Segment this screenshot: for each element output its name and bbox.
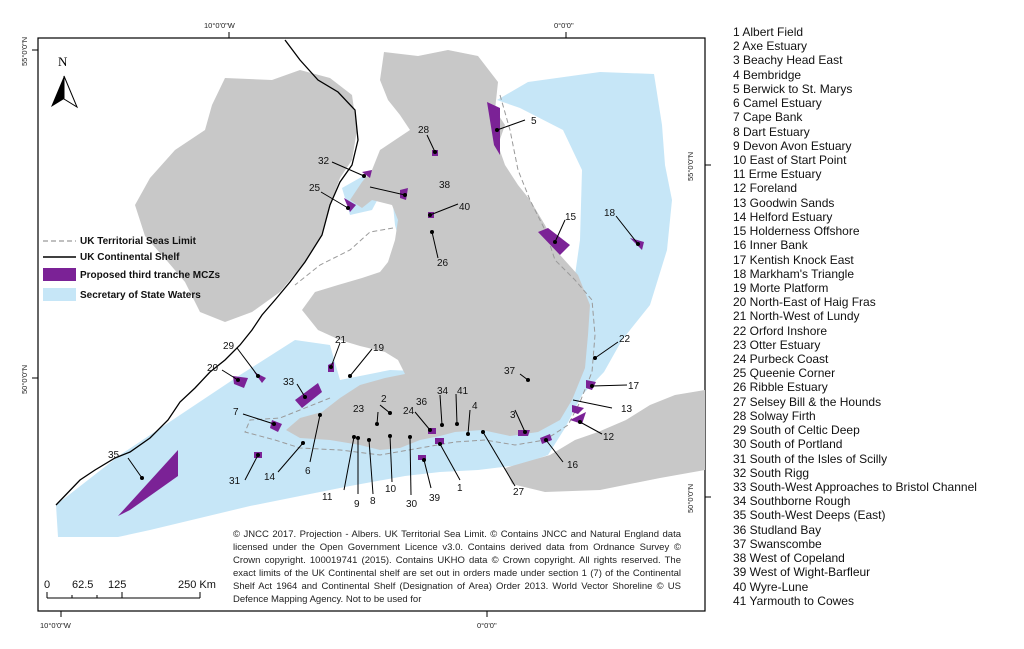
site-label-17: 17: [628, 381, 640, 392]
graticule-top-lon-10w: 10°0'0"W: [204, 21, 235, 30]
site-list-item: 34 Southborne Rough: [733, 494, 851, 509]
site-label-14: 14: [264, 472, 276, 483]
site-list-item: 25 Queenie Corner: [733, 366, 836, 381]
site-label-18: 18: [604, 208, 616, 219]
scale-label-62-5: 62.5: [72, 579, 94, 591]
legend-label-mcz: Proposed third tranche MCZs: [80, 270, 221, 281]
site-list-item: 22 Orford Inshore: [733, 323, 828, 338]
site-label-40: 40: [459, 202, 471, 213]
graticule-left-lat-55: 55°0'0"N: [20, 36, 29, 66]
site-label-34: 34: [437, 386, 449, 397]
site-list-item: 32 South Rigg: [733, 465, 810, 480]
site-label-16: 16: [567, 460, 579, 471]
site-list-item: 3 Beachy Head East: [733, 53, 843, 68]
graticule-right-lat-50: 50°0'0"N: [686, 483, 695, 513]
site-list-item: 38 West of Copeland: [733, 551, 845, 566]
site-list-item: 19 Morte Platform: [733, 280, 829, 295]
site-list-item: 28 Solway Firth: [733, 408, 816, 423]
site-label-24: 24: [403, 406, 415, 417]
site-list-item: 7 Cape Bank: [733, 110, 803, 125]
site-label-25: 25: [309, 183, 321, 194]
legend-symbol-sos-waters: [43, 288, 76, 301]
site-label-38: 38: [439, 180, 451, 191]
site-label-5: 5: [531, 116, 537, 127]
scale-label-0: 0: [44, 579, 51, 591]
site-list-item: 17 Kentish Knock East: [733, 252, 854, 267]
site-list-item: 4 Bembridge: [733, 67, 802, 82]
site-label-30: 30: [406, 499, 418, 510]
site-label-2: 2: [381, 394, 387, 405]
graticule-bottom-lon-0: 0°0'0": [477, 621, 497, 630]
site-label-13: 13: [621, 404, 633, 415]
site-list-item: 5 Berwick to St. Marys: [733, 81, 853, 96]
site-label-1: 1: [457, 483, 463, 494]
site-label-11: 11: [322, 492, 333, 503]
site-list-item: 20 North-East of Haig Fras: [733, 295, 876, 310]
site-label-15: 15: [565, 212, 577, 223]
site-label-3: 3: [510, 410, 516, 421]
legend-label-territorial: UK Territorial Seas Limit: [80, 236, 196, 247]
site-label-29: 29: [223, 341, 235, 352]
site-label-39: 39: [429, 493, 441, 504]
site-list-item: 37 Swanscombe: [733, 536, 822, 551]
site-label-35: 35: [108, 450, 120, 461]
site-label-37: 37: [504, 366, 516, 377]
site-label-9: 9: [354, 499, 360, 510]
site-list-item: 6 Camel Estuary: [733, 96, 822, 111]
site-list-item: 31 South of the Isles of Scilly: [733, 451, 888, 466]
site-list-item: 26 Ribble Estuary: [733, 380, 828, 395]
scale-label-125: 125: [108, 579, 127, 591]
site-label-26: 26: [437, 258, 449, 269]
site-list-item: 30 South of Portland: [733, 437, 843, 452]
site-list-item: 2 Axe Estuary: [733, 39, 808, 54]
site-list-item: 14 Helford Estuary: [733, 209, 833, 224]
graticule-left-lat-50: 50°0'0"N: [20, 364, 29, 394]
site-label-41: 41: [457, 386, 469, 397]
north-arrow-label: N: [58, 54, 68, 69]
site-label-22: 22: [619, 334, 631, 345]
site-list-item: 36 Studland Bay: [733, 522, 822, 537]
site-list-item: 27 Selsey Bill & the Hounds: [733, 394, 882, 409]
site-list-item: 21 North-West of Lundy: [733, 309, 860, 324]
site-label-19: 19: [373, 343, 385, 354]
site-label-31: 31: [229, 476, 241, 487]
site-list-item: 11 Erme Estuary: [733, 167, 822, 182]
site-list-item: 23 Otter Estuary: [733, 337, 821, 352]
site-label-27: 27: [513, 487, 525, 498]
site-list-item: 35 South-West Deeps (East): [733, 508, 886, 523]
site-label-10: 10: [385, 484, 397, 495]
site-list-item: 16 Inner Bank: [733, 238, 808, 253]
site-label-4: 4: [472, 401, 478, 412]
site-label-28: 28: [418, 125, 430, 136]
site-list-item: 18 Markham's Triangle: [733, 266, 855, 281]
site-list-item: 24 Purbeck Coast: [733, 352, 829, 367]
site-list-item: 8 Dart Estuary: [733, 124, 810, 139]
site-list-item: 9 Devon Avon Estuary: [733, 138, 852, 153]
copyright-notice: © JNCC 2017. Projection - Albers. UK Territorial Sea Limit. © Contains JNCC and Natural England data licensed under the Open Government Licence v3.0. Contains derived data from Ordnance Survey © Crown copyright. 100019741 (2015). Contains UKHO data © Crown copyright. All rights reserved. The exact limits of the UK Continental shelf are set out in orders made under section 1 (7) of the Continental Shelf Act 1964 and Continental Shelf (Designation of Area) Order 2013. World Vector Shoreline © US Defence Mapping Agency. Not to be used for: [233, 529, 681, 605]
site-list-item: 29 South of Celtic Deep: [733, 423, 860, 438]
site-list-item: 41 Yarmouth to Cowes: [733, 593, 854, 608]
site-list-item: 33 South-West Approaches to Bristol Channel: [733, 480, 977, 494]
site-label-12: 12: [603, 432, 615, 443]
graticule-right-lat-55: 55°0'0"N: [686, 151, 695, 181]
site-list: [733, 25, 977, 608]
legend-symbol-mcz: [43, 268, 76, 281]
site-label-33: 33: [283, 377, 295, 388]
site-label-21: 21: [335, 335, 347, 346]
site-list-item: 39 West of Wight-Barfleur: [733, 565, 871, 580]
site-label-36: 36: [416, 397, 428, 408]
site-label-8: 8: [370, 496, 376, 507]
graticule-top-lon-0: 0°0'0": [554, 21, 574, 30]
site-list-item: 1 Albert Field: [733, 25, 804, 39]
site-list-item: 13 Goodwin Sands: [733, 195, 835, 210]
site-label-20: 20: [207, 363, 219, 374]
graticule-bottom-lon-10w: 10°0'0"W: [40, 621, 71, 630]
site-list-item: 10 East of Start Point: [733, 152, 847, 167]
legend-label-shelf: UK Continental Shelf: [80, 252, 180, 263]
site-label-32: 32: [318, 156, 330, 167]
scale-label-250: 250 Km: [178, 579, 216, 591]
site-label-6: 6: [305, 466, 311, 477]
site-list-item: 15 Holderness Offshore: [733, 224, 860, 239]
site-list-item: 12 Foreland: [733, 181, 798, 196]
site-label-7: 7: [233, 407, 239, 418]
site-list-item: 40 Wyre-Lune: [733, 579, 809, 594]
legend-label-sos-waters: Secretary of State Waters: [80, 290, 201, 301]
site-label-23: 23: [353, 404, 365, 415]
